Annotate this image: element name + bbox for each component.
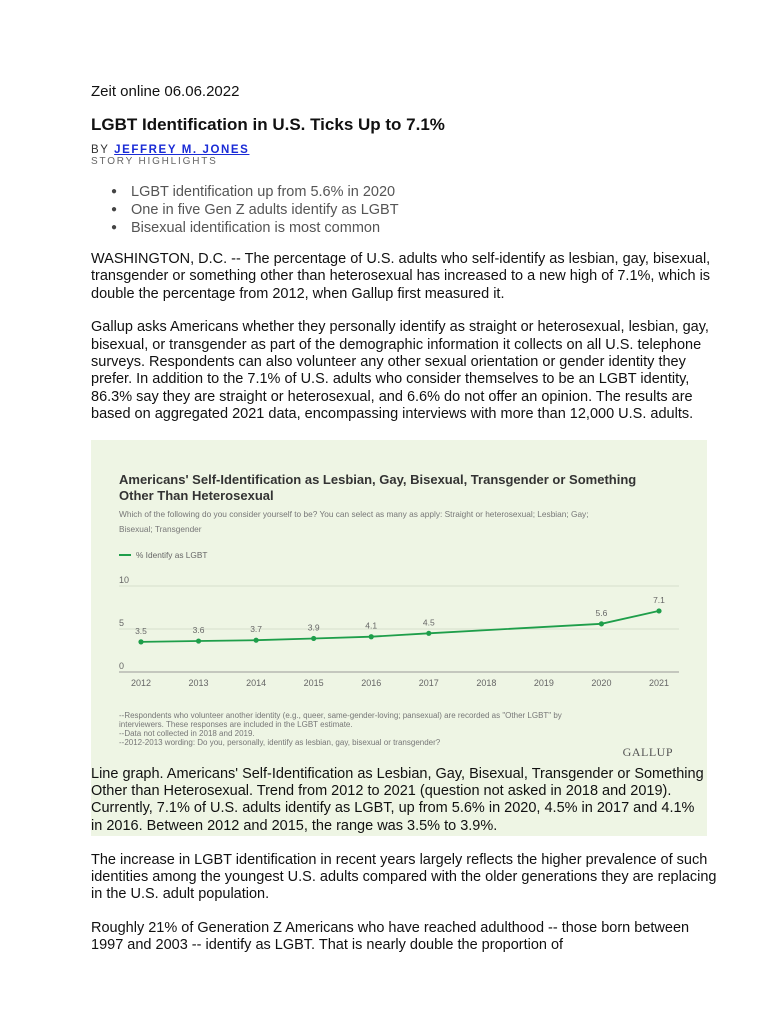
byline-prefix: BY — [91, 144, 115, 156]
body-paragraph: The increase in LGBT identification in recent years largely reflects the higher prevalence of such identities among the youngest U.S. adults compared with the older generations they are replacing in the U.S. adult population. — [91, 851, 717, 903]
x-tick-label: 2012 — [130, 677, 152, 688]
highlight-item — [111, 183, 721, 201]
data-label: 7.1 — [653, 594, 665, 605]
data-point — [656, 608, 661, 613]
y-tick-label: 5 — [119, 617, 125, 628]
chart-note-4: --2012-2013 wording: Do you, personally, identify as lesbian, gay, bisexual or transgender? — [119, 737, 441, 747]
chart-title-line-2: Other Than Heterosexual — [119, 487, 274, 503]
data-point — [196, 638, 201, 643]
story-highlights-label: STORY HIGHLIGHTS — [91, 156, 218, 167]
gallup-logo: GALLUP — [622, 744, 673, 759]
x-tick-label: 2017 — [418, 677, 439, 688]
data-label: 3.6 — [192, 624, 205, 635]
data-point — [599, 621, 604, 626]
data-label: 5.6 — [595, 607, 608, 618]
legend-label: % Identify as LGBT — [136, 549, 208, 560]
body-paragraph: Roughly 21% of Generation Z Americans who have reached adulthood -- those born between 1997 and 2003 -- identify as LGBT. That is nearly double the proportion of — [91, 919, 690, 954]
bullet-icon: ● — [111, 204, 118, 215]
x-tick-label: 2015 — [303, 677, 324, 688]
chart-note-2: interviewers. These responses are included in the LGBT estimate. — [119, 719, 353, 729]
data-label: 3.7 — [250, 623, 263, 634]
highlight-item — [111, 201, 721, 219]
x-tick-label: 2021 — [648, 677, 670, 688]
x-tick-label: 2019 — [533, 677, 554, 688]
author-link[interactable]: JEFFREY M. JONES — [114, 144, 250, 156]
data-label: 3.5 — [135, 625, 147, 636]
y-tick-label: 0 — [119, 660, 125, 671]
data-point — [426, 630, 431, 635]
data-point — [369, 634, 374, 639]
data-point — [254, 637, 259, 642]
byline — [91, 144, 721, 156]
chart-subtitle-line-1: Which of the following do you consider yourself to be? You can select as many as apply: Straight or heterosexual; Lesbian; Gay; — [119, 508, 589, 519]
chart-points — [135, 595, 665, 645]
highlight-text: One in five Gen Z adults identify as LGBT — [131, 202, 399, 218]
highlights-list — [91, 183, 721, 237]
chart-figure — [91, 440, 707, 836]
x-tick-label: 2014 — [246, 677, 267, 688]
bullet-icon: ● — [111, 222, 118, 233]
body-paragraph: Gallup asks Americans whether they personally identify as straight or heterosexual, lesbian, gay, bisexual, or transgender as part of the demographic information it collects on all U.S. telephone surveys. Respondents can also volunteer any other sexual orientation or gender identity they prefer. In addition to the 7.1% of U.S. adults who consider themselves to be an LGBT identity, 86.3% say they are straight or heterosexual, and 6.6% do not offer an opinion. The results are based on aggregated 2021 data, encompassing interviews with more than 12,000 U.S. adults. — [91, 319, 709, 423]
bullet-icon: ● — [111, 186, 118, 197]
highlight-text: Bisexual identification is most common — [131, 220, 381, 236]
article-headline: LGBT Identification in U.S. Ticks Up to 7.1% — [91, 115, 445, 134]
source-date-line: Zeit online 06.06.2022 — [91, 83, 240, 100]
lgbt-trend-chart — [91, 440, 707, 766]
chart-note-3: --Data not collected in 2018 and 2019. — [119, 728, 255, 738]
highlight-item — [111, 219, 721, 237]
x-tick-label: 2018 — [476, 677, 497, 688]
highlight-text: LGBT identification up from 5.6% in 2020 — [131, 184, 396, 200]
body-paragraph: WASHINGTON, D.C. -- The percentage of U.S. adults who self-identify as lesbian, gay, bisexual, transgender or something other than heterosexual has increased to a new high of 7.1%, which is double the percentage from 2012, when Gallup first measured it. — [91, 251, 711, 302]
data-point — [138, 639, 143, 644]
data-point — [311, 636, 316, 641]
x-tick-label: 2016 — [361, 677, 382, 688]
x-tick-label: 2020 — [591, 677, 612, 688]
data-label: 4.5 — [422, 616, 435, 627]
document-page — [91, 82, 721, 971]
series-line — [141, 611, 659, 642]
x-tick-label: 2013 — [188, 677, 209, 688]
y-tick-label: 10 — [119, 574, 130, 585]
data-label: 4.1 — [365, 620, 378, 631]
chart-subtitle-line-2: Bisexual; Transgender — [119, 523, 202, 534]
chart-caption: Line graph. Americans' Self-Identification as Lesbian, Gay, Bisexual, Transgender or Something Other than Heterosexual. Trend from 2012 to 2021 (question not asked in 2018 and 2019). Currently, 7.1% of U.S. adults identify as LGBT, up from 5.6% in 2020, 4.5% in 2017 and 4.1% in 2016. Between 2012 and 2015, the range was 3.5% to 3.9%. — [91, 765, 704, 834]
data-label: 3.9 — [307, 622, 320, 633]
chart-note-1: --Respondents who volunteer another identity (e.g., queer, same-gender-loving; pansexual) are recorded as "Other LGBT" by — [119, 710, 562, 720]
chart-title-line-1: Americans' Self-Identification as Lesbian, Gay, Bisexual, Transgender or Something — [119, 471, 637, 487]
